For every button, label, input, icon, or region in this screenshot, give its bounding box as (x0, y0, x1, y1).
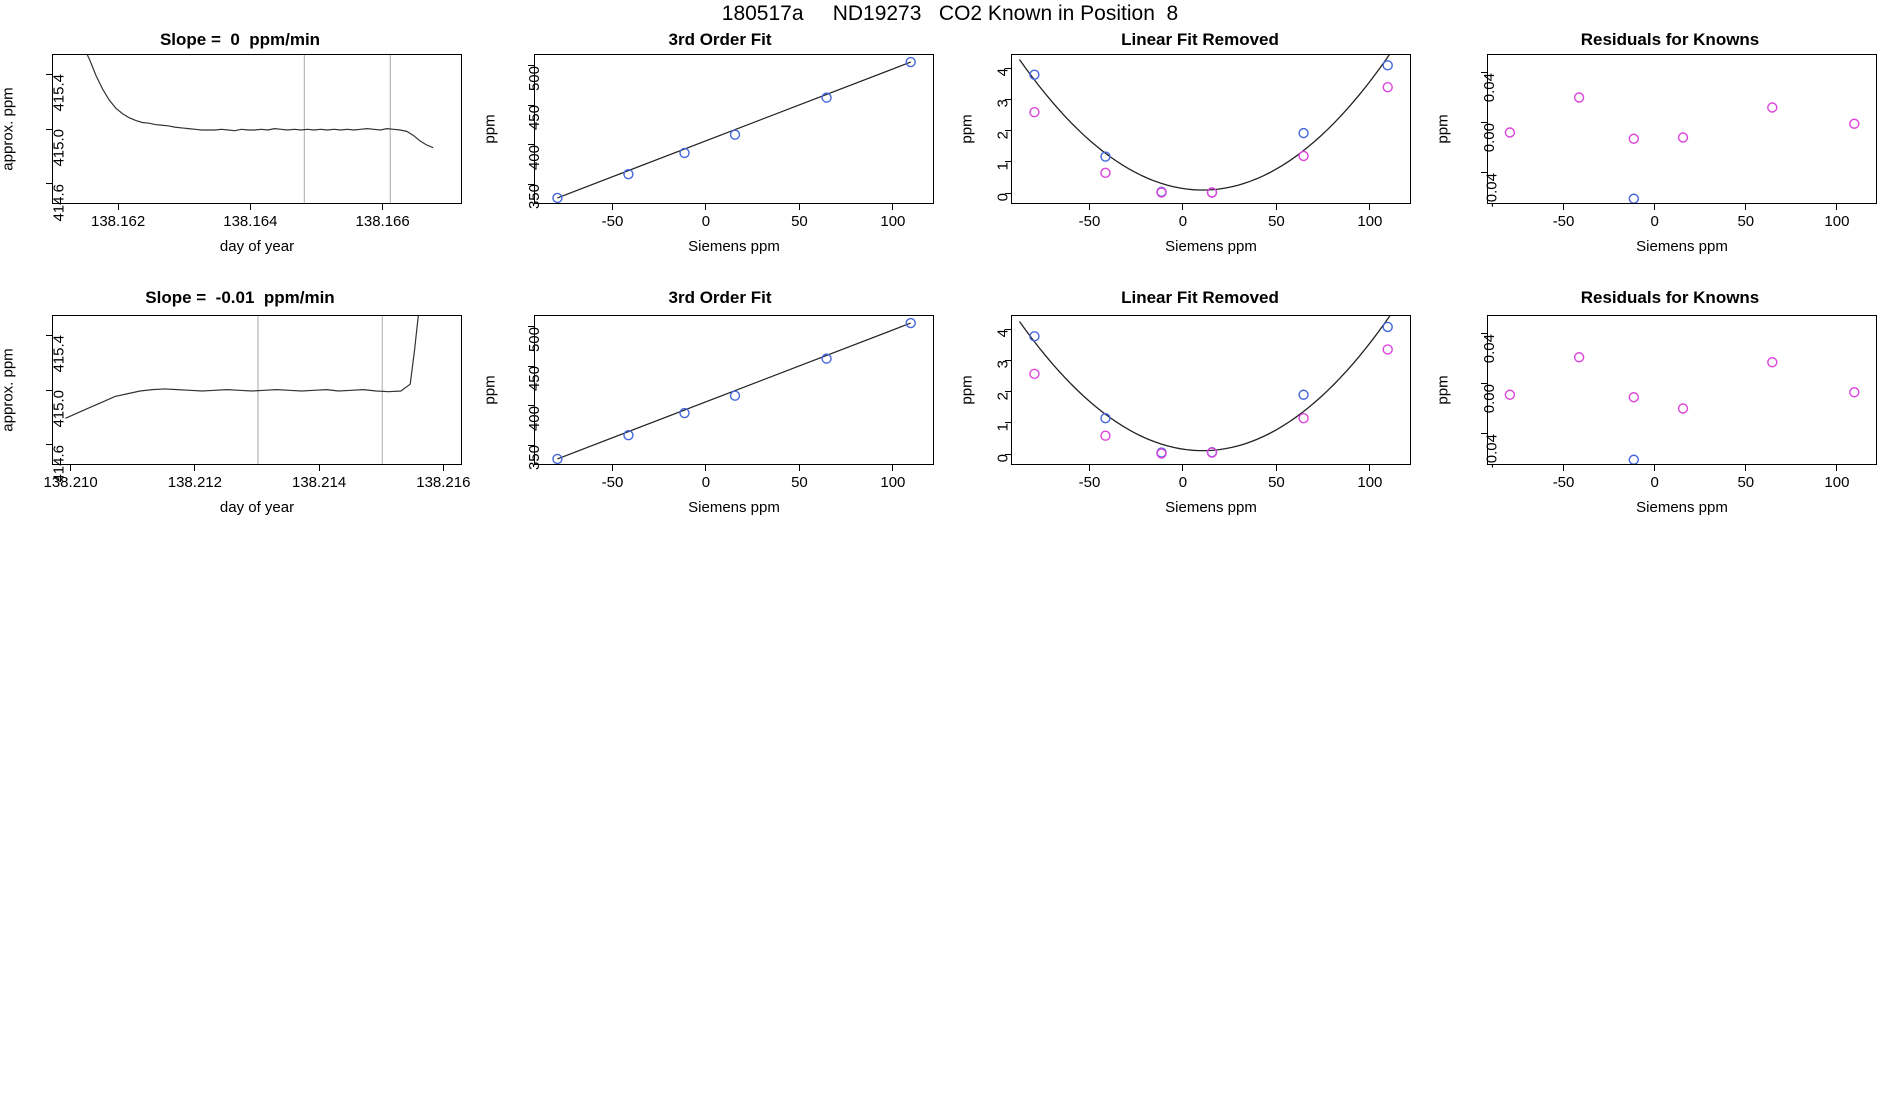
y-tick-label: 0 (994, 454, 1012, 463)
y-tick-label: 415.0 (50, 390, 68, 428)
panel-title: Residuals for Knowns (1580, 30, 1760, 49)
y-tick-label: 4 (994, 68, 1012, 77)
x-tickmark (1182, 204, 1183, 210)
x-tickmark (118, 204, 119, 210)
x-tickmark (799, 465, 800, 471)
y-axis-label: ppm (1434, 114, 1452, 144)
x-tick-label: 100 (1357, 213, 1383, 230)
x-tickmark (250, 204, 251, 210)
x-axis-label: Siemens ppm (1636, 238, 1728, 255)
y-tick-label: 0.00 (1481, 383, 1499, 413)
x-tick-label: -50 (1078, 474, 1101, 491)
plot-canvas (53, 55, 462, 204)
y-tick-label: 2 (994, 130, 1012, 139)
x-tickmark (799, 204, 800, 210)
plot-frame (1011, 315, 1411, 465)
y-axis-label: ppm (958, 114, 976, 144)
x-tick-label: 50 (791, 474, 808, 491)
y-tick-label: 450 (526, 105, 544, 131)
y-tick-label: 414.6 (50, 183, 68, 222)
y-tick-label: 400 (526, 405, 544, 431)
x-tickmark (1563, 204, 1564, 210)
plot-frame (52, 54, 462, 204)
x-tick-label: -50 (1552, 213, 1575, 230)
y-tick-label: 3 (994, 99, 1012, 108)
y-tick-label: 414.6 (50, 444, 68, 483)
page-title: 180517a ND19273 CO2 Known in Position 8 (721, 2, 1179, 25)
panel-title: Slope = 0 ppm/min (159, 30, 321, 49)
x-tick-label: 0 (701, 213, 711, 230)
plot-frame (1011, 54, 1411, 204)
y-axis-label: ppm (1434, 375, 1452, 405)
x-tickmark (705, 465, 706, 471)
x-tickmark (1369, 465, 1370, 471)
x-tickmark (612, 465, 613, 471)
x-tick-label: 138.162 (91, 213, 146, 230)
panel-title: Linear Fit Removed (1121, 288, 1279, 307)
plot-frame (534, 315, 934, 465)
y-tick-label: 0.04 (1481, 333, 1499, 363)
plot-canvas (1488, 55, 1877, 204)
x-axis-label: Siemens ppm (688, 499, 780, 516)
y-tick-label: -0.04 (1483, 172, 1501, 207)
y-axis-label: approx. ppm (0, 87, 17, 171)
x-tickmark (70, 465, 71, 471)
plot-canvas (1488, 316, 1877, 465)
x-tickmark (319, 465, 320, 471)
x-tickmark (443, 465, 444, 471)
x-tickmark (1089, 204, 1090, 210)
panel-title: 3rd Order Fit (668, 288, 772, 307)
x-tick-label: 100 (880, 213, 906, 230)
x-tickmark (1369, 204, 1370, 210)
x-tick-label: 0 (1178, 474, 1188, 491)
x-tick-label: 100 (880, 474, 906, 491)
y-tick-label: 500 (526, 65, 544, 91)
y-tick-label: 1 (994, 422, 1012, 432)
x-axis-label: Siemens ppm (688, 238, 780, 255)
plot-frame (1487, 54, 1877, 204)
plot-canvas (1012, 316, 1411, 465)
x-tick-label: 138.166 (355, 213, 410, 230)
x-tickmark (1563, 465, 1564, 471)
plot-canvas (535, 316, 934, 465)
x-tick-label: -50 (601, 474, 624, 491)
x-tickmark (1745, 465, 1746, 471)
x-tickmark (1654, 465, 1655, 471)
x-tickmark (194, 465, 195, 471)
x-tick-label: 50 (1268, 474, 1285, 491)
x-tick-label: 138.210 (43, 474, 98, 491)
y-tick-label: 500 (526, 326, 544, 352)
y-tick-label: 415.4 (50, 335, 68, 373)
x-tick-label: -50 (1552, 474, 1575, 491)
x-tick-label: 0 (701, 474, 711, 491)
x-axis-label: day of year (219, 238, 295, 255)
x-tick-label: 50 (1737, 213, 1755, 230)
x-tick-label: 100 (1824, 474, 1850, 491)
y-tick-label: 3 (994, 360, 1012, 369)
x-tickmark (705, 204, 706, 210)
x-axis-label: Siemens ppm (1165, 238, 1257, 255)
x-tick-label: -50 (601, 213, 624, 230)
x-tick-label: 50 (1268, 213, 1285, 230)
x-tick-label: 138.214 (291, 474, 347, 491)
y-axis-label: ppm (481, 114, 499, 144)
y-tick-label: 415.4 (50, 74, 68, 112)
x-tick-label: 50 (1737, 474, 1755, 491)
x-tickmark (1836, 204, 1837, 210)
x-tickmark (1745, 204, 1746, 210)
x-tick-label: 0 (1650, 474, 1659, 491)
x-tickmark (892, 465, 893, 471)
panel-title: Residuals for Knowns (1580, 288, 1760, 307)
y-tick-label: 450 (526, 366, 544, 392)
plot-canvas (1012, 55, 1411, 204)
plot-frame (534, 54, 934, 204)
x-tick-label: 100 (1824, 213, 1850, 230)
x-tickmark (1276, 204, 1277, 210)
y-tick-label: 0 (994, 193, 1012, 202)
panel-title: Linear Fit Removed (1121, 30, 1279, 49)
x-tick-label: 138.216 (416, 474, 471, 491)
plot-canvas (53, 316, 462, 465)
x-tick-label: 100 (1357, 474, 1383, 491)
x-tick-label: 0 (1178, 213, 1188, 230)
x-tick-label: 138.212 (167, 474, 222, 491)
x-tick-label: 50 (791, 213, 808, 230)
y-axis-label: ppm (481, 375, 499, 405)
y-tick-label: 350 (526, 184, 544, 210)
x-tick-label: 0 (1650, 213, 1659, 230)
x-axis-label: Siemens ppm (1636, 499, 1728, 516)
x-axis-label: Siemens ppm (1165, 499, 1257, 516)
plot-canvas (535, 55, 934, 204)
y-axis-label: ppm (958, 375, 976, 405)
x-tickmark (1089, 465, 1090, 471)
x-tickmark (1276, 465, 1277, 471)
y-tick-label: 0.00 (1481, 122, 1499, 152)
x-tickmark (382, 204, 383, 210)
y-tick-label: -0.04 (1483, 433, 1501, 468)
x-axis-label: day of year (219, 499, 295, 516)
x-tick-label: -50 (1078, 213, 1101, 230)
y-tick-label: 400 (526, 144, 544, 170)
plot-frame (1487, 315, 1877, 465)
y-tick-label: 2 (994, 391, 1012, 400)
x-tickmark (1182, 465, 1183, 471)
x-tickmark (1836, 465, 1837, 471)
panel-title: 3rd Order Fit (668, 30, 772, 49)
y-tick-label: 350 (526, 445, 544, 471)
x-tick-label: 138.164 (223, 213, 278, 230)
y-tick-label: 1 (994, 161, 1012, 171)
x-tickmark (1654, 204, 1655, 210)
x-tickmark (612, 204, 613, 210)
y-tick-label: 4 (994, 329, 1012, 338)
y-tick-label: 0.04 (1481, 72, 1499, 102)
panel-title: Slope = -0.01 ppm/min (145, 288, 335, 307)
y-tick-label: 415.0 (50, 129, 68, 167)
x-tickmark (892, 204, 893, 210)
plot-frame (52, 315, 462, 465)
y-axis-label: approx. ppm (0, 348, 17, 432)
